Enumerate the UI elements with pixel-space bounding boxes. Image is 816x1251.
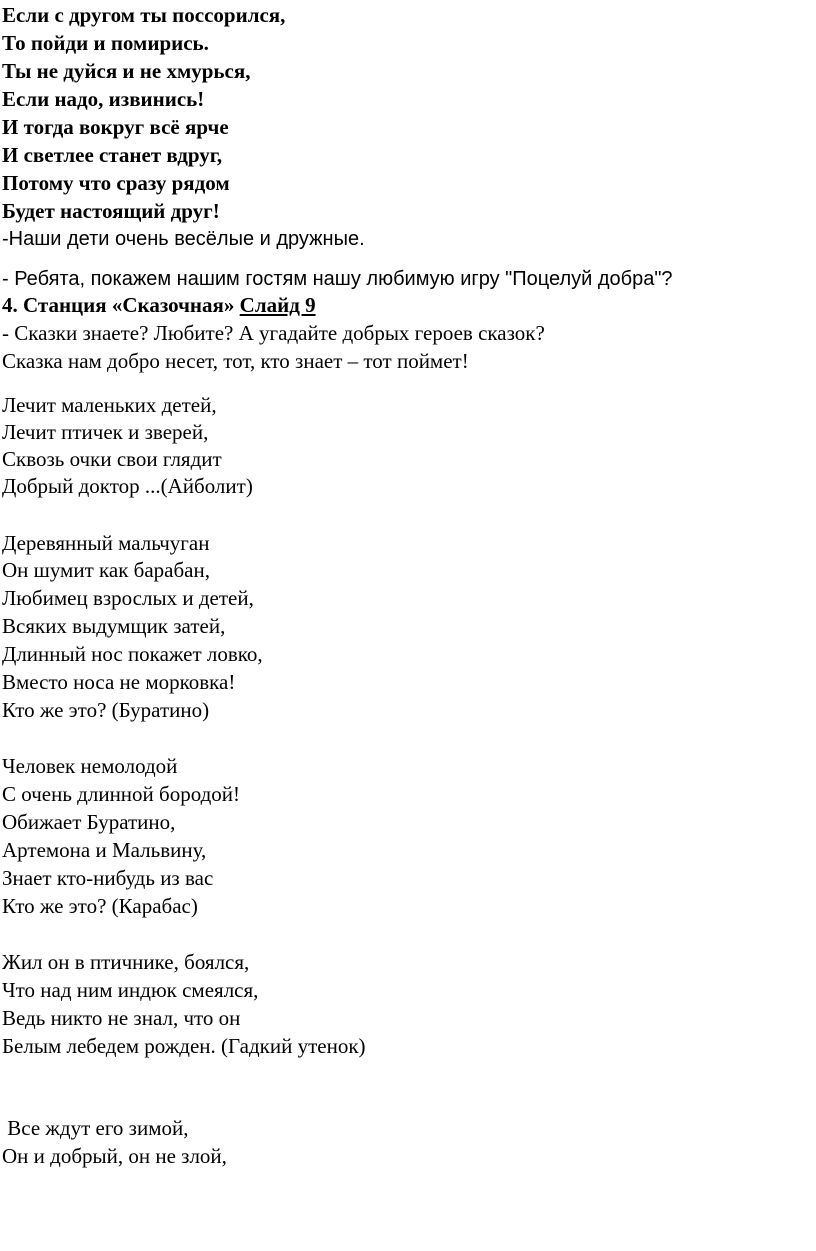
riddle-line: Знает кто-нибудь из вас bbox=[2, 866, 214, 890]
riddle-line: Жил он в птичнике, боялся, bbox=[2, 950, 250, 974]
riddle-line: Добрый доктор ...(Айболит) bbox=[2, 474, 253, 498]
poem-line: Будет настоящий друг! bbox=[2, 199, 220, 223]
riddle-line: Вместо носа не морковка! bbox=[2, 670, 236, 694]
riddle-line: Обижает Буратино, bbox=[2, 810, 176, 834]
poem-line: То пойди и помирись. bbox=[2, 31, 209, 55]
riddle-line: Ведь никто не знал, что он bbox=[2, 1006, 241, 1030]
intro-line: Сказка нам добро несет, тот, кто знает – тот поймет! bbox=[2, 349, 469, 373]
riddle-line: Что над ним индюк смеялся, bbox=[2, 978, 259, 1002]
poem-line: Если с другом ты поссорился, bbox=[2, 3, 286, 27]
slide-label: Слайд 9 bbox=[239, 293, 316, 317]
poem-line: И светлее станет вдруг, bbox=[2, 143, 223, 167]
riddle-line: Лечит птичек и зверей, bbox=[2, 420, 209, 444]
riddle-line: Кто же это? (Карабас) bbox=[2, 894, 198, 918]
game-prompt: - Ребята, покажем нашим гостям нашу любимую игру "Поцелуй добра"? bbox=[2, 268, 673, 290]
riddle-line: Деревянный мальчуган bbox=[2, 531, 210, 555]
riddle-line: Он и добрый, он не злой, bbox=[2, 1144, 227, 1168]
riddle-line: Сквозь очки свои глядит bbox=[2, 447, 222, 471]
riddle-line: Кто же это? (Буратино) bbox=[2, 698, 210, 722]
riddle-line: Человек немолодой bbox=[2, 754, 178, 778]
poem-line: Если надо, извинись! bbox=[2, 87, 205, 111]
riddle-line: Все ждут его зимой, bbox=[2, 1116, 189, 1140]
riddle-line: Белым лебедем рожден. (Гадкий утенок) bbox=[2, 1034, 366, 1058]
poem-line: И тогда вокруг всё ярче bbox=[2, 115, 229, 139]
riddle-line: Артемона и Мальвину, bbox=[2, 838, 207, 862]
riddle-line: Лечит маленьких детей, bbox=[2, 393, 217, 417]
riddle-line: Длинный нос покажет ловко, bbox=[2, 642, 263, 666]
note-children: -Наши дети очень весёлые и дружные. bbox=[2, 228, 365, 250]
riddle-line: Всяких выдумщик затей, bbox=[2, 614, 226, 638]
intro-line: - Сказки знаете? Любите? А угадайте добрых героев сказок? bbox=[2, 321, 545, 345]
station-title: 4. Станция «Сказочная» bbox=[2, 293, 235, 317]
riddle-line: Любимец взрослых и детей, bbox=[2, 586, 254, 610]
riddle-line: Он шумит как барабан, bbox=[2, 558, 210, 582]
poem-line: Ты не дуйся и не хмурься, bbox=[2, 59, 251, 83]
riddle-line: С очень длинной бородой! bbox=[2, 782, 241, 806]
station-heading bbox=[2, 292, 316, 319]
poem-line: Потому что сразу рядом bbox=[2, 171, 230, 195]
